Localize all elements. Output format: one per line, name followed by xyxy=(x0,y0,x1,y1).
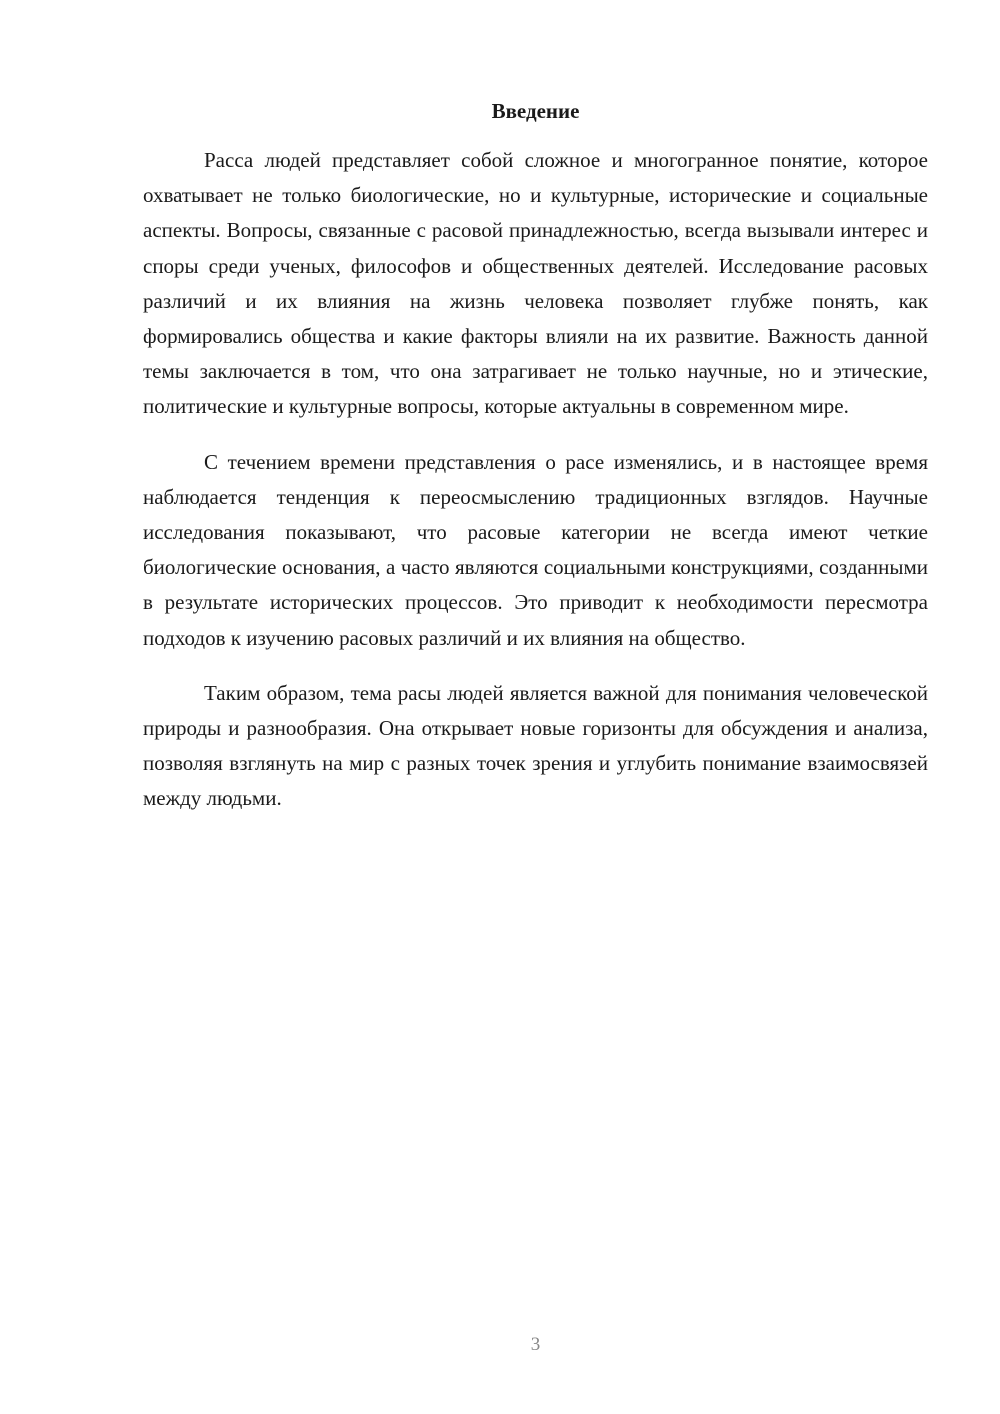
page-number: 3 xyxy=(530,1334,541,1355)
paragraph-3: Таким образом, тема расы людей является важной для понимания человеческой природы и разнообразия. Она открывает новые горизонты для обсуждения и анализа, позволяя взглянуть на мир с разных точек зрения и углубить понимание взаимосвязей между людьми. xyxy=(143,680,928,811)
body-text xyxy=(143,143,928,817)
section-heading: Введение xyxy=(491,99,580,123)
paragraph-2: С течением времени представления о расе изменялись, и в настоящее время наблюдается тенденция к переосмыслению традиционных взглядов. Научные исследования показывают, что расовые категории не всегда имеют четкие биологические основания, а часто являются социальными конструкциями, созданными в результате исторических процессов. Это приводит к необходимости пересмотра подходов к изучению расовых различий и их влияния на общество. xyxy=(143,449,928,650)
paragraph-1: Расса людей представляет собой сложное и многогранное понятие, которое охватывает не только биологические, но и культурные, исторические и социальные аспекты. Вопросы, связанные с расовой принадлежностью, всегда вызывали интерес и споры среди ученых, философов и общественных деятелей. Исследование расовых различий и их влияния на жизнь человека позволяет глубже понять, как формировались общества и какие факторы влияли на их развитие. Важность данной темы заключается в том, что она затрагивает не только научные, но и этические, политические и культурные вопросы, которые актуальны в современном мире. xyxy=(143,148,928,419)
